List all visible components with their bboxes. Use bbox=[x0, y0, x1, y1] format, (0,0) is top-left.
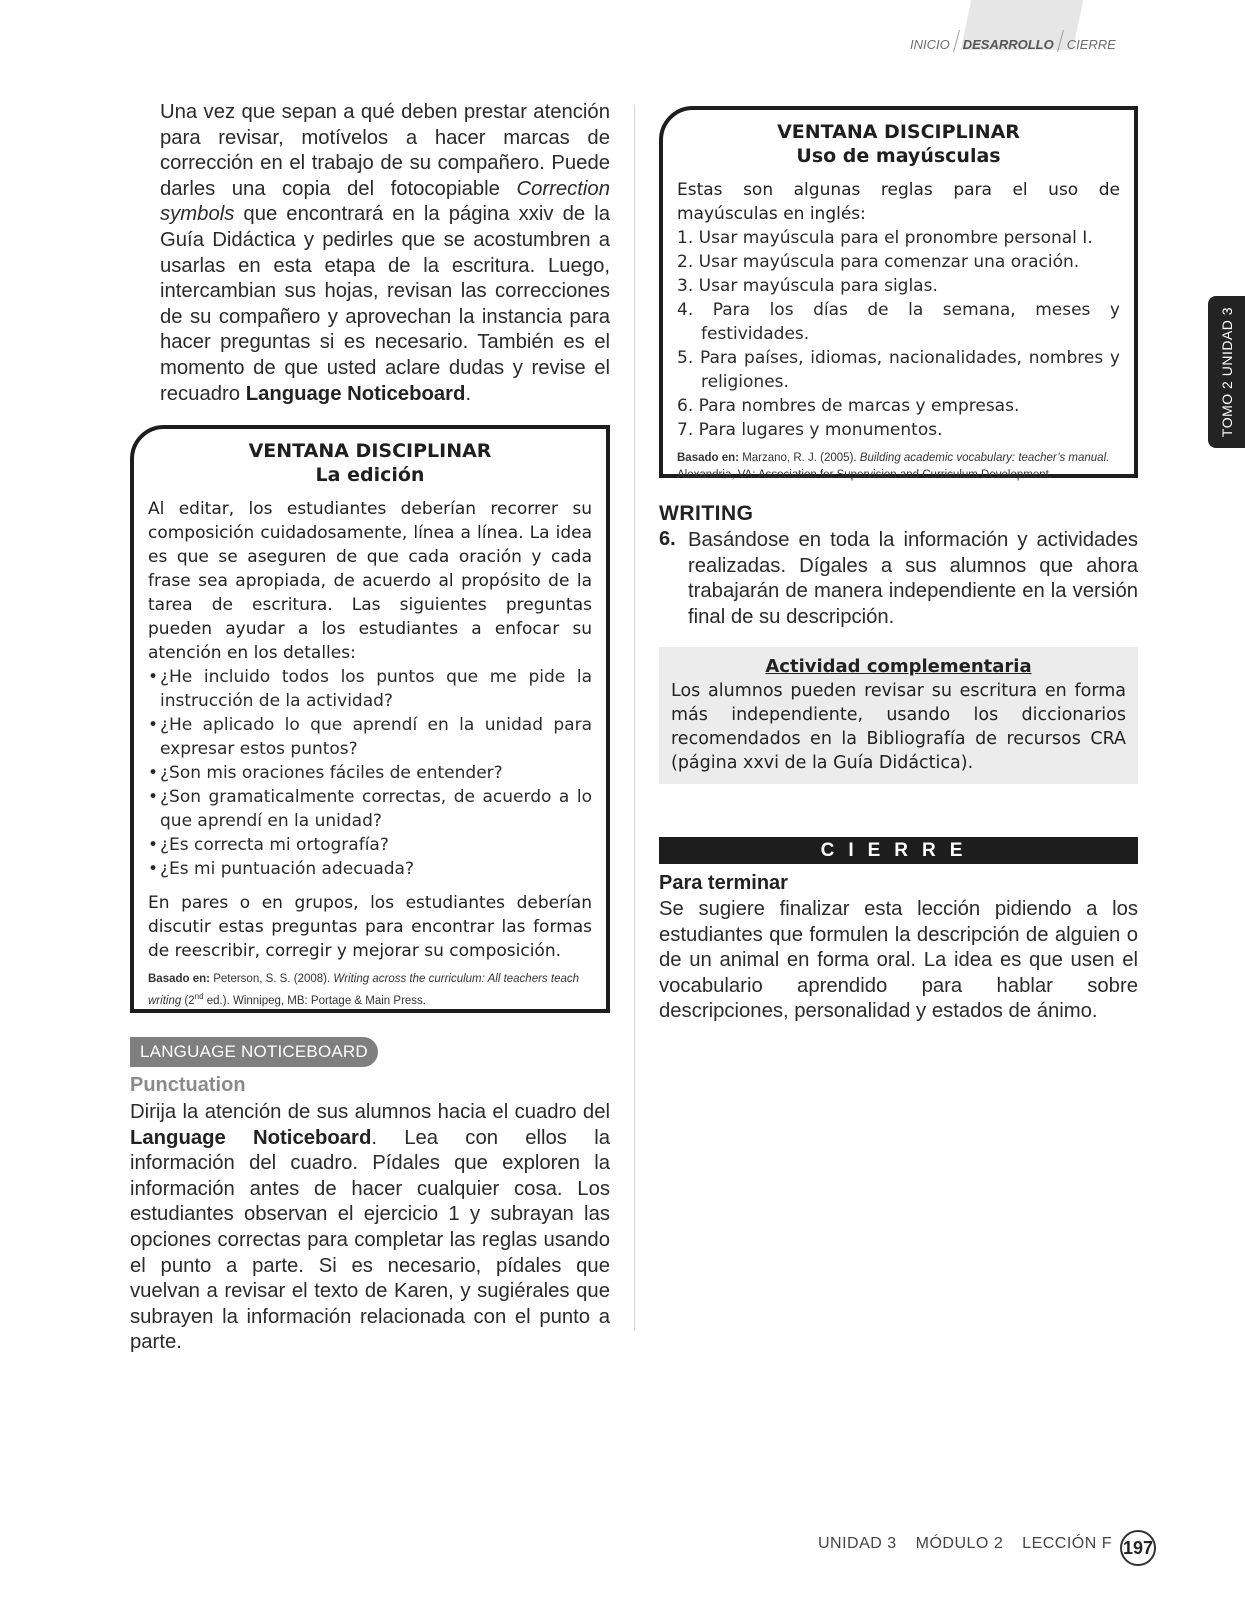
ventana-mayusculas-box bbox=[659, 106, 1138, 481]
list-item: 4. Para los días de la semana, meses y festividades. bbox=[677, 300, 1120, 344]
nav-inicio: INICIO bbox=[910, 37, 950, 52]
nav-desarrollo: DESARROLLO bbox=[962, 37, 1054, 52]
box-subtitle: Uso de mayúsculas bbox=[796, 145, 1001, 167]
ventana-edicion-box bbox=[130, 425, 610, 1013]
actividad-complementaria-box bbox=[659, 647, 1138, 784]
citation: Basado en: Marzano, R. J. (2005). Building academic vocabulary: teacher’s manual. Alexandria, VA: Association for Supervision and Curriculum Development. bbox=[677, 452, 1110, 481]
side-tab bbox=[1208, 296, 1245, 448]
page-number: 197 bbox=[1120, 1530, 1156, 1566]
actividad-text: Los alumnos pueden revisar su escritura en forma más independiente, usando los diccionarios recomendados en la Bibliografía de recursos CRA (página xxvi de la Guía Didáctica). bbox=[671, 681, 1126, 773]
para-terminar-heading: Para terminar bbox=[659, 872, 788, 894]
nav-separator bbox=[1057, 30, 1064, 52]
cierre-bar: CIERRE bbox=[659, 837, 1138, 864]
box-subtitle: La edición bbox=[315, 464, 425, 486]
writing-paragraph: Basándose en toda la información y actividades realizadas. Dígales a sus alumnos que ahora trabajarán de manera independiente en la versión final de su descripción. bbox=[688, 529, 1138, 628]
list-item: 3. Usar mayúscula para siglas. bbox=[677, 276, 938, 296]
box-paragraph: En pares o en grupos, los estudiantes deberían discutir estas preguntas para encontrar las formas de reescribir, corregir y mejorar su composición. bbox=[148, 893, 592, 961]
footer-modulo: MÓDULO 2 bbox=[915, 1535, 1004, 1552]
column-divider bbox=[634, 105, 635, 1330]
page-footer bbox=[818, 1535, 1126, 1553]
list-item: • ¿Son gramaticalmente correctas, de acuerdo a lo que aprendí en la unidad? bbox=[148, 785, 592, 833]
list-item: 5. Para países, idiomas, nacionalidades, nombres y religiones. bbox=[677, 348, 1120, 392]
list-item: • ¿He aplicado lo que aprendí en la unidad para expresar estos puntos? bbox=[148, 713, 592, 761]
writing-item-number: 6. bbox=[659, 528, 676, 550]
list-item: 2. Usar mayúscula para comenzar una oración. bbox=[677, 252, 1080, 272]
box-title: VENTANA DISCIPLINAR bbox=[248, 440, 492, 462]
box-paragraph: Estas son algunas reglas para el uso de mayúsculas en inglés: bbox=[677, 180, 1120, 224]
box-title: VENTANA DISCIPLINAR bbox=[777, 121, 1020, 143]
para-terminar-paragraph: Se sugiere finalizar esta lección pidiendo a los estudiantes que formulen la descripción de alguien o de un animal en forma oral. La idea es que usen el vocabulario aprendido para hablar sobre descripciones, personalidad y estados de ánimo. bbox=[659, 898, 1138, 1023]
punctuation-paragraph: Dirija la atención de sus alumnos hacia el cuadro del Language Noticeboard. Lea con ellos la información del cuadro. Pídales que exploren la información antes de hacer cualquier cosa. Los estudiantes observan el ejercicio 1 y subrayan las opciones correctas para completar las reglas usando el punto a parte. Si es necesario, pídales que vuelvan a revisar el texto de Karen, y sugiérales que subrayen la información relacionada con el punto a parte. bbox=[130, 1101, 610, 1354]
punctuation-heading: Punctuation bbox=[130, 1074, 246, 1096]
actividad-title: Actividad complementaria bbox=[765, 656, 1032, 677]
list-item: • ¿Son mis oraciones fáciles de entender? bbox=[148, 761, 592, 785]
footer-unidad: UNIDAD 3 bbox=[818, 1535, 897, 1552]
citation: Basado en: Peterson, S. S. (2008). Writing across the curriculum: All teachers teach writing (2nd ed.). Winnipeg, MB: Portage & Main Press. bbox=[148, 973, 580, 1007]
section-nav bbox=[910, 30, 1116, 52]
list-item: • ¿Es mi puntuación adecuada? bbox=[148, 857, 592, 881]
question-list bbox=[148, 665, 592, 881]
box-paragraph: Al editar, los estudiantes deberían recorrer su composición cuidadosamente, línea a línea. La idea es que se aseguren de que cada oración y cada frase sea apropiada, de acuerdo al propósito de la tarea de escritura. Las siguientes preguntas pueden ayudar a los estudiantes a enfocar su atención en los detalles: bbox=[148, 499, 592, 663]
list-item: 7. Para lugares y monumentos. bbox=[677, 420, 943, 440]
list-item: 1. Usar mayúscula para el pronombre personal I. bbox=[677, 228, 1093, 248]
list-item: • ¿He incluido todos los puntos que me pide la instrucción de la actividad? bbox=[148, 665, 592, 713]
writing-heading: WRITING bbox=[659, 502, 754, 525]
nav-separator bbox=[953, 30, 960, 52]
language-noticeboard-label: LANGUAGE NOTICEBOARD bbox=[130, 1037, 378, 1067]
rules-list bbox=[677, 226, 1120, 442]
list-item: 6. Para nombres de marcas y empresas. bbox=[677, 396, 1020, 416]
side-tab-label: TOMO 2 UNIDAD 3 bbox=[1218, 306, 1235, 438]
list-item: • ¿Es correcta mi ortografía? bbox=[148, 833, 592, 857]
intro-paragraph: Una vez que sepan a qué deben prestar atención para revisar, motívelos a hacer marcas de corrección en el trabajo de su compañero. Puede darles una copia del fotocopiable Correction symbols que encontrará en la página xxiv de la Guía Didáctica y pedirles que se acostumbren a usarlas en esta etapa de la escritura. Luego, intercambian sus hojas, revisan las correcciones de su compañero y aprovechan la instancia para hacer preguntas si es necesario. También es el momento de que usted aclare dudas y revise el recuadro Language Noticeboard. bbox=[160, 101, 610, 405]
nav-cierre: CIERRE bbox=[1066, 37, 1116, 52]
footer-leccion: LECCIÓN F bbox=[1022, 1535, 1113, 1552]
